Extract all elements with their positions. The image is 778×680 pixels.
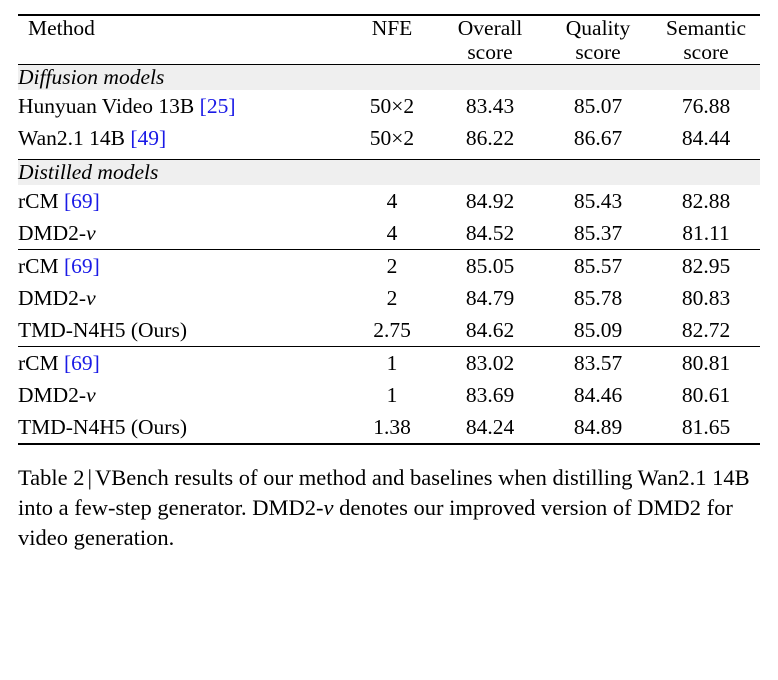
cell-method bbox=[18, 250, 348, 283]
caption-text-part-1: VBench results of our method and baselines when distilling Wan2.1 14B into a few-step generator. DMD2- bbox=[18, 465, 750, 521]
table-row bbox=[18, 217, 760, 250]
cell-overall-score: 83.43 bbox=[465, 93, 515, 118]
cell-overall-score: 84.79 bbox=[465, 285, 515, 310]
table-row bbox=[18, 122, 760, 154]
table-body bbox=[18, 65, 760, 445]
cell-quality-score: 84.46 bbox=[573, 382, 623, 407]
quality-line-2: score bbox=[575, 40, 621, 65]
method-name: Wan2.1 14B bbox=[18, 125, 125, 150]
column-header-quality-score bbox=[544, 15, 652, 65]
cell-semantic-score: 82.95 bbox=[652, 250, 760, 283]
overall-line-1: Overall bbox=[457, 16, 523, 40]
method-name: rCM bbox=[18, 350, 59, 375]
cell-method bbox=[18, 122, 348, 154]
caption-italic-v: v bbox=[323, 495, 334, 521]
cell-overall-score: 84.62 bbox=[465, 317, 515, 342]
cell-overall-score: 83.69 bbox=[465, 382, 515, 407]
vbench-results-table bbox=[18, 14, 760, 445]
cell-method bbox=[18, 379, 348, 411]
cell-nfe: 50×2 bbox=[369, 93, 415, 118]
cell-method bbox=[18, 347, 348, 380]
method-name: Hunyuan Video 13B bbox=[18, 93, 195, 118]
cell-semantic-score: 81.11 bbox=[682, 220, 730, 245]
cell-quality-score: 85.07 bbox=[573, 93, 623, 118]
table-row bbox=[18, 90, 760, 122]
cell-quality-score: 85.78 bbox=[573, 285, 623, 310]
cell-method bbox=[18, 314, 348, 347]
cell-quality-score: 85.09 bbox=[573, 317, 623, 342]
cell-semantic-score: 81.65 bbox=[652, 411, 760, 444]
method-name: DMD2-v bbox=[18, 285, 96, 310]
citation-ref[interactable]: [69] bbox=[64, 188, 100, 213]
cell-method bbox=[18, 90, 348, 122]
cell-semantic-score: 80.61 bbox=[681, 382, 731, 407]
cell-semantic-score: 80.81 bbox=[652, 347, 760, 380]
cell-nfe: 2 bbox=[348, 250, 436, 283]
section-header-distilled bbox=[18, 160, 760, 186]
cell-quality-score: 83.57 bbox=[544, 347, 652, 380]
cell-nfe: 2.75 bbox=[373, 317, 411, 342]
column-header-nfe: NFE bbox=[348, 15, 436, 65]
cell-overall-score: 84.24 bbox=[436, 411, 544, 444]
method-name: DMD2-v bbox=[18, 382, 96, 407]
column-header-overall-score bbox=[436, 15, 544, 65]
header-row bbox=[18, 15, 760, 65]
column-header-method: Method bbox=[18, 15, 348, 65]
caption-text-part-2: denotes our improved version of DMD2 for video generation. bbox=[18, 495, 733, 551]
cell-overall-score: 86.22 bbox=[465, 125, 515, 150]
table-row bbox=[18, 185, 760, 217]
cell-semantic-score: 80.83 bbox=[681, 285, 731, 310]
method-name: rCM bbox=[18, 188, 59, 213]
cell-semantic-score: 82.72 bbox=[681, 317, 731, 342]
table-row bbox=[18, 314, 760, 347]
cell-semantic-score: 76.88 bbox=[681, 93, 731, 118]
cell-nfe: 1 bbox=[386, 382, 398, 407]
table-row bbox=[18, 379, 760, 411]
caption-label: Table 2 bbox=[18, 465, 85, 491]
cell-method bbox=[18, 282, 348, 314]
cell-nfe: 4 bbox=[386, 188, 398, 213]
cell-quality-score: 85.43 bbox=[573, 188, 623, 213]
table-caption bbox=[18, 463, 760, 553]
table-row bbox=[18, 411, 760, 444]
cell-nfe: 1 bbox=[348, 347, 436, 380]
cell-method bbox=[18, 185, 348, 217]
method-name: rCM bbox=[18, 253, 59, 278]
cell-nfe: 4 bbox=[386, 220, 398, 245]
cell-nfe: 50×2 bbox=[369, 125, 415, 150]
cell-quality-score: 85.37 bbox=[573, 220, 623, 245]
section-title: Distilled models bbox=[18, 160, 760, 186]
table-row bbox=[18, 282, 760, 314]
cell-method bbox=[18, 411, 348, 444]
citation-ref[interactable]: [69] bbox=[64, 350, 100, 375]
method-name: DMD2-v bbox=[18, 220, 96, 245]
semantic-line-1: Semantic bbox=[665, 16, 746, 40]
citation-ref[interactable]: [25] bbox=[199, 93, 236, 118]
cell-quality-score: 86.67 bbox=[573, 125, 623, 150]
cell-overall-score: 83.02 bbox=[436, 347, 544, 380]
section-title: Diffusion models bbox=[18, 65, 760, 91]
caption-separator: | bbox=[87, 465, 93, 491]
cell-overall-score: 85.05 bbox=[436, 250, 544, 283]
cell-overall-score: 84.92 bbox=[465, 188, 515, 213]
quality-line-1: Quality bbox=[565, 16, 631, 40]
citation-ref[interactable]: [49] bbox=[130, 125, 167, 150]
cell-quality-score: 85.57 bbox=[544, 250, 652, 283]
citation-ref[interactable]: [69] bbox=[64, 253, 100, 278]
semantic-line-2: score bbox=[683, 40, 729, 65]
method-name: TMD-N4H5 (Ours) bbox=[18, 414, 187, 439]
cell-method bbox=[18, 217, 348, 250]
cell-quality-score: 84.89 bbox=[544, 411, 652, 444]
overall-line-2: score bbox=[467, 40, 513, 65]
column-header-semantic-score bbox=[652, 15, 760, 65]
table-row bbox=[18, 347, 760, 380]
section-header-diffusion bbox=[18, 65, 760, 91]
cell-nfe: 1.38 bbox=[348, 411, 436, 444]
cell-semantic-score: 84.44 bbox=[681, 125, 731, 150]
cell-overall-score: 84.52 bbox=[465, 220, 515, 245]
table-row bbox=[18, 250, 760, 283]
cell-semantic-score: 82.88 bbox=[681, 188, 731, 213]
method-name: TMD-N4H5 (Ours) bbox=[18, 317, 187, 342]
table-header bbox=[18, 15, 760, 65]
cell-nfe: 2 bbox=[386, 285, 398, 310]
